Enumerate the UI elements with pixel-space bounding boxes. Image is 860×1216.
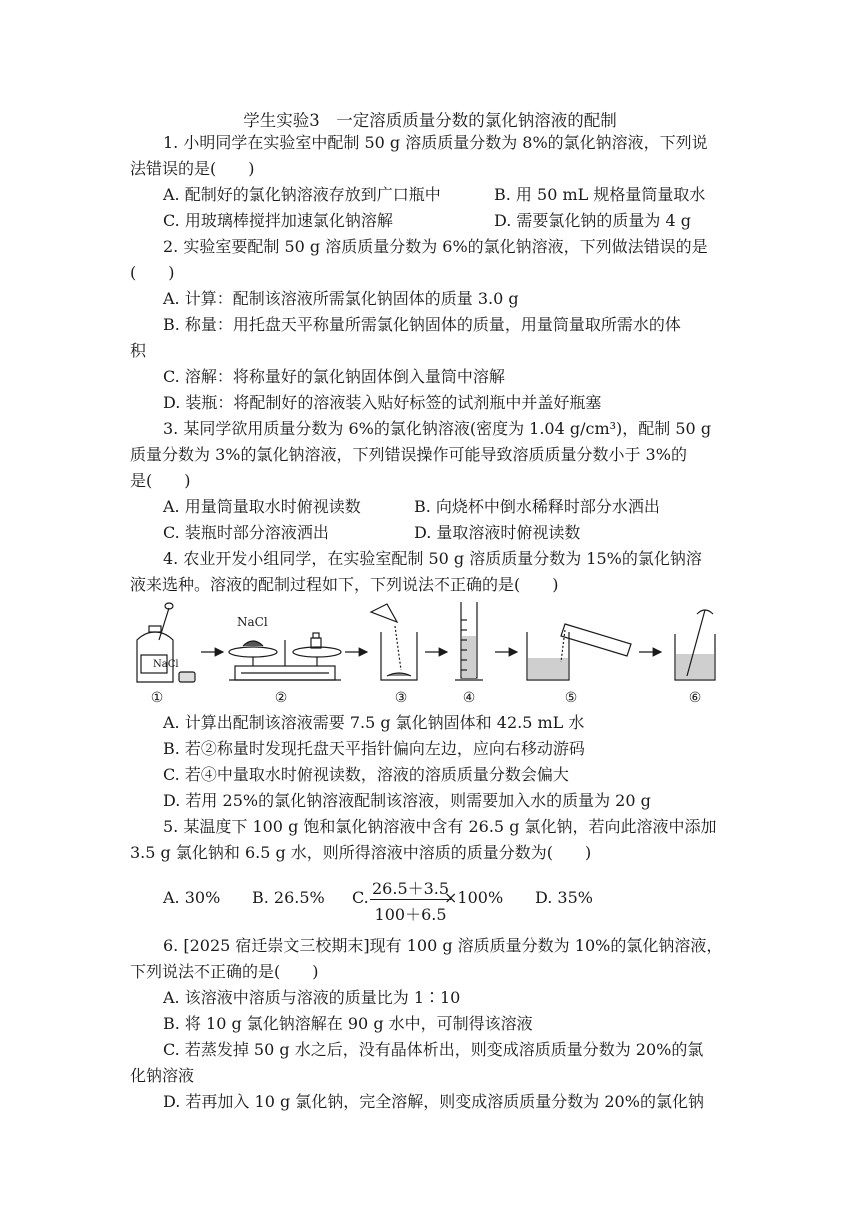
q1-stem-line1: 1. 小明同学在实验室中配制 50 g 溶质质量分数为 8%的氯化钠溶液，下列说 [163, 133, 708, 152]
nacl-reagent-bottle-icon [137, 603, 195, 682]
q5-stem-line2: 3.5 g 氯化钠和 6.5 g 水，则所得溶液中溶质的质量分数为( ) [130, 843, 592, 862]
q4-option-a: A. 计算出配制该溶液需要 7.5 g 氯化钠固体和 42.5 mL 水 [163, 713, 585, 732]
q2-option-a: A. 计算：配制该溶液所需氯化钠固体的质量 3.0 g [163, 289, 519, 308]
q1-option-b: B. 用 50 mL 规格量筒量取水 [494, 185, 706, 204]
step-label-1: ① [150, 690, 164, 706]
q4-stem-line1: 4. 农业开发小组同学，在实验室配制 50 g 溶质质量分数为 15%的氯化钠溶 [163, 549, 702, 568]
q2-stem-line2: ( ) [130, 263, 175, 282]
step-label-5: ⑤ [564, 690, 578, 706]
stirring-rod-beaker-icon [675, 610, 715, 680]
q3-stem-line2: 质量分数为 3%的氯化钠溶液，下列错误操作可能导致溶质质量分数小于 3%的 [130, 445, 687, 464]
q5-option-b: B. 26.5% [252, 888, 325, 907]
q6-option-a: A. 该溶液中溶质与溶液的质量比为 1∶10 [163, 988, 461, 1007]
q3-stem-line3: 是( ) [130, 471, 191, 490]
step-label-2: ② [274, 690, 288, 706]
q5-option-c-numerator: 26.5＋3.5 [370, 876, 451, 900]
nacl-bottle-label: NaCl [153, 659, 179, 670]
nacl-balance-label: NaCl [237, 615, 268, 629]
q5-option-d: D. 35% [535, 888, 593, 907]
q6-option-c-line1: C. 若蒸发掉 50 g 水之后，没有晶体析出，则变成溶质质量分数为 20%的氯 [163, 1040, 704, 1059]
q3-option-a: A. 用量筒量取水时俯视读数 [163, 497, 361, 516]
pouring-water-icon [527, 624, 631, 680]
q5-option-c-suffix: ×100% [444, 888, 504, 907]
q6-option-d: D. 若再加入 10 g 氯化钠，完全溶解，则变成溶质质量分数为 20%的氯化钠 [163, 1092, 704, 1111]
graduated-cylinder-icon [455, 602, 483, 680]
beaker-pouring-solid-icon [371, 604, 417, 680]
q5-option-c-denominator: 100＋6.5 [374, 905, 447, 924]
q2-option-c: C. 溶解：将称量好的氯化钠固体倒入量筒中溶解 [163, 367, 505, 386]
q1-option-c: C. 用玻璃棒搅拌加速氯化钠溶解 [163, 211, 393, 230]
q6-stem-line1: 6. [2025 宿迁崇文三校期末]现有 100 g 溶质质量分数为 10%的氯化钠溶液， [163, 936, 723, 955]
q4-option-b: B. 若②称量时发现托盘天平指针偏向左边，应向右移动游码 [163, 739, 585, 758]
step-label-3: ③ [394, 690, 408, 706]
page-title: 学生实验3 一定溶质质量分数的氯化钠溶液的配制 [243, 111, 617, 130]
q3-option-d: D. 量取溶液时俯视读数 [414, 523, 581, 542]
balance-scale-icon [229, 633, 341, 680]
q5-option-c-fraction [370, 876, 451, 925]
q3-stem-line1: 3. 某同学欲用质量分数为 6%的氯化钠溶液(密度为 1.04 g/cm³)，配制 50 g [163, 419, 712, 438]
q2-stem-line1: 2. 实验室要配制 50 g 溶质质量分数为 6%的氯化钠溶液，下列做法错误的是 [163, 237, 708, 256]
q2-option-d: D. 装瓶：将配制好的溶液装入贴好标签的试剂瓶中并盖好瓶塞 [163, 393, 602, 412]
q2-option-b-line1: B. 称量：用托盘天平称量所需氯化钠固体的质量，用量筒量取所需水的体 [163, 315, 681, 334]
solution-preparation-figure [125, 600, 745, 708]
q2-option-b-line2: 积 [130, 341, 147, 360]
step-label-6: ⑥ [688, 690, 702, 706]
q4-stem-line2: 液来选种。溶液的配制过程如下，下列说法不正确的是( ) [130, 575, 559, 594]
q1-option-a: A. 配制好的氯化钠溶液存放到广口瓶中 [163, 185, 441, 204]
q3-option-b: B. 向烧杯中倒水稀释时部分水洒出 [414, 497, 660, 516]
q5-option-c-prefix: C. [352, 888, 369, 907]
q6-option-c-line2: 化钠溶液 [130, 1066, 195, 1085]
step-label-4: ④ [462, 690, 476, 706]
q5-option-a: A. 30% [163, 888, 221, 907]
q4-option-c: C. 若④中量取水时俯视读数，溶液的溶质质量分数会偏大 [163, 765, 569, 784]
q5-stem-line1: 5. 某温度下 100 g 饱和氯化钠溶液中含有 26.5 g 氯化钠，若向此溶液中添加 [163, 817, 717, 836]
q4-option-d: D. 若用 25%的氯化钠溶液配制该溶液，则需要加入水的质量为 20 g [163, 791, 651, 810]
q3-option-c: C. 装瓶时部分溶液洒出 [163, 523, 329, 542]
q6-stem-line2: 下列说法不正确的是( ) [130, 962, 319, 981]
q6-option-b: B. 将 10 g 氯化钠溶解在 90 g 水中，可制得该溶液 [163, 1014, 533, 1033]
q1-stem-line2: 法错误的是( ) [130, 159, 255, 178]
q1-option-d: D. 需要氯化钠的质量为 4 g [494, 211, 692, 230]
